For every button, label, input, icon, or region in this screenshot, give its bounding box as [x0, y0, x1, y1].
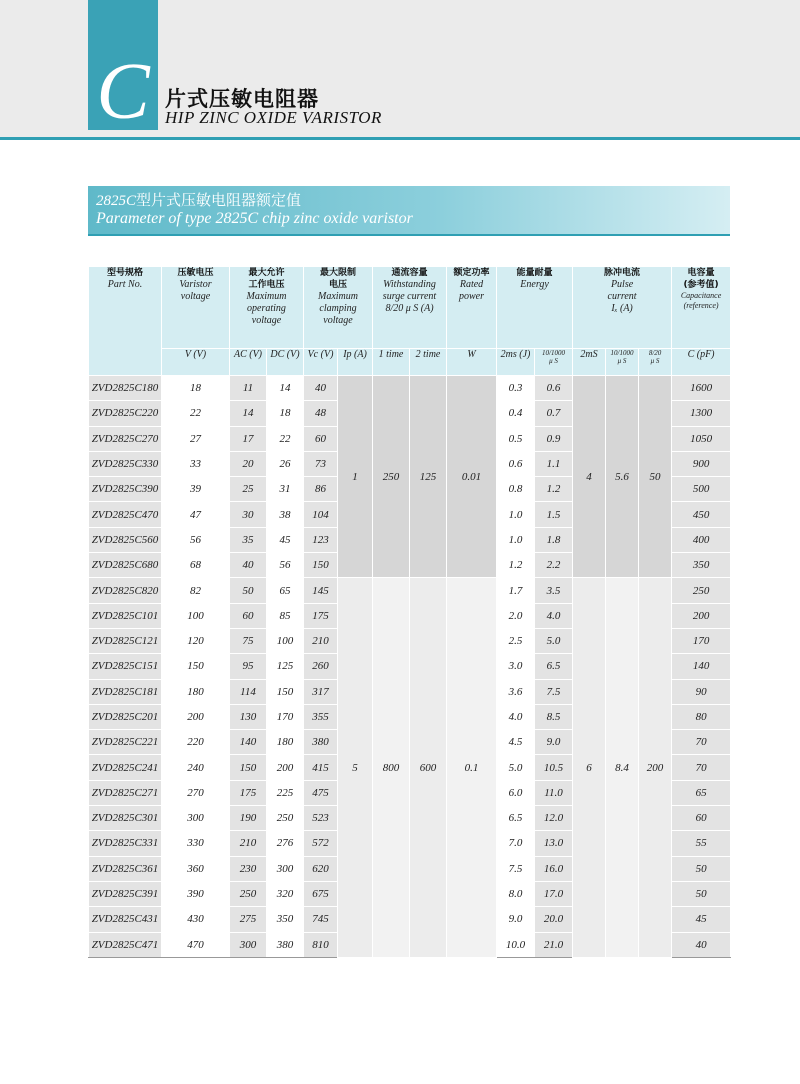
col-header-part-cn: 型号规格 — [106, 268, 143, 278]
col-header-power-cn: 额定功率 — [453, 268, 490, 278]
unit-energy-2ms: 2ms (J) — [497, 349, 535, 376]
cell-clamp-voltage: 86 — [304, 477, 338, 502]
cell-capacitance: 55 — [672, 831, 731, 856]
cell-pulse-10-1000: 5.6 — [606, 376, 639, 578]
cell-varistor-voltage: 39 — [162, 477, 230, 502]
col-header-varistor-en: Varistor voltage — [179, 279, 212, 302]
section-title-model: 2825C — [96, 193, 137, 209]
cell-dc-voltage: 56 — [267, 553, 304, 578]
cell-varistor-voltage: 360 — [162, 856, 230, 881]
cell-clamp-voltage: 317 — [304, 679, 338, 704]
cell-energy-2ms: 4.0 — [497, 704, 535, 729]
table-row — [89, 578, 731, 603]
col-header-clamp-en: Maximum clamping voltage — [318, 291, 358, 326]
cell-part-no: ZVD2825C301 — [89, 806, 162, 831]
cell-ac-voltage: 40 — [230, 553, 267, 578]
cell-part-no: ZVD2825C121 — [89, 628, 162, 653]
cell-clamp-voltage: 675 — [304, 881, 338, 906]
cell-energy-2ms: 6.0 — [497, 780, 535, 805]
cell-energy-2ms: 9.0 — [497, 907, 535, 932]
cell-clamp-voltage: 60 — [304, 426, 338, 451]
col-header-clamp-cn: 最大限制 电压 — [319, 268, 356, 290]
cell-part-no: ZVD2825C471 — [89, 932, 162, 957]
cell-energy-2ms: 3.6 — [497, 679, 535, 704]
cell-energy-2ms: 10.0 — [497, 932, 535, 957]
cell-dc-voltage: 300 — [267, 856, 304, 881]
cell-part-no: ZVD2825C820 — [89, 578, 162, 603]
cell-energy-10-1000: 3.5 — [535, 578, 573, 603]
cell-part-no: ZVD2825C431 — [89, 907, 162, 932]
cell-dc-voltage: 100 — [267, 628, 304, 653]
cell-dc-voltage: 350 — [267, 907, 304, 932]
cell-energy-10-1000: 20.0 — [535, 907, 573, 932]
cell-energy-2ms: 1.0 — [497, 527, 535, 552]
cell-energy-2ms: 0.3 — [497, 376, 535, 401]
cell-varistor-voltage: 100 — [162, 603, 230, 628]
cell-energy-2ms: 2.0 — [497, 603, 535, 628]
cell-energy-2ms: 7.0 — [497, 831, 535, 856]
cell-clamp-voltage: 620 — [304, 856, 338, 881]
cell-clamp-voltage: 475 — [304, 780, 338, 805]
cell-dc-voltage: 65 — [267, 578, 304, 603]
cell-clamp-voltage: 210 — [304, 628, 338, 653]
cell-energy-10-1000: 1.1 — [535, 451, 573, 476]
cell-clamp-voltage: 380 — [304, 730, 338, 755]
cell-clamp-voltage: 355 — [304, 704, 338, 729]
cell-capacitance: 80 — [672, 704, 731, 729]
cell-energy-10-1000: 12.0 — [535, 806, 573, 831]
cell-varistor-voltage: 330 — [162, 831, 230, 856]
cell-capacitance: 90 — [672, 679, 731, 704]
cell-energy-2ms: 6.5 — [497, 806, 535, 831]
cell-clamp-voltage: 260 — [304, 654, 338, 679]
cell-capacitance: 45 — [672, 907, 731, 932]
cell-part-no: ZVD2825C180 — [89, 376, 162, 401]
cell-energy-2ms: 1.2 — [497, 553, 535, 578]
cell-dc-voltage: 380 — [267, 932, 304, 957]
unit-pulse-2ms: 2mS — [573, 349, 606, 376]
cell-energy-2ms: 5.0 — [497, 755, 535, 780]
cell-ac-voltage: 35 — [230, 527, 267, 552]
section-title-cn — [96, 189, 301, 210]
cell-rated-power: 0.01 — [447, 376, 497, 578]
cell-dc-voltage: 22 — [267, 426, 304, 451]
col-header-power — [447, 267, 497, 349]
col-header-part-en: Part No. — [107, 279, 143, 290]
cell-clamp-voltage: 48 — [304, 401, 338, 426]
unit-vc: Vc (V) — [304, 349, 338, 376]
cell-part-no: ZVD2825C391 — [89, 881, 162, 906]
cell-capacitance: 250 — [672, 578, 731, 603]
cell-energy-10-1000: 13.0 — [535, 831, 573, 856]
cell-clamp-current: 5 — [338, 578, 373, 957]
cell-varistor-voltage: 470 — [162, 932, 230, 957]
cell-part-no: ZVD2825C470 — [89, 502, 162, 527]
unit-pulse-10-1000-bottom: μ S — [617, 357, 627, 365]
col-header-maxop-cn: 最大允许 工作电压 — [248, 268, 285, 290]
cell-capacitance: 450 — [672, 502, 731, 527]
col-header-varistor — [162, 267, 230, 349]
cell-pulse-8-20: 200 — [639, 578, 672, 957]
cell-clamp-voltage: 150 — [304, 553, 338, 578]
cell-energy-10-1000: 11.0 — [535, 780, 573, 805]
page-title-en: HIP ZINC OXIDE VARISTOR — [165, 108, 382, 127]
cell-capacitance: 50 — [672, 881, 731, 906]
cell-ac-voltage: 114 — [230, 679, 267, 704]
cell-ac-voltage: 140 — [230, 730, 267, 755]
cell-ac-voltage: 11 — [230, 376, 267, 401]
cell-part-no: ZVD2825C331 — [89, 831, 162, 856]
cell-dc-voltage: 18 — [267, 401, 304, 426]
cell-dc-voltage: 150 — [267, 679, 304, 704]
unit-pulse-8-20-bottom: μ S — [650, 357, 660, 365]
cell-surge-2-time: 600 — [410, 578, 447, 957]
cell-ac-voltage: 210 — [230, 831, 267, 856]
chapter-block — [88, 0, 158, 136]
cell-energy-2ms: 0.6 — [497, 451, 535, 476]
cell-part-no: ZVD2825C330 — [89, 451, 162, 476]
unit-ip: Ip (A) — [338, 349, 373, 376]
cell-energy-10-1000: 0.9 — [535, 426, 573, 451]
unit-energy-10-1000-bottom: μ S — [549, 357, 558, 365]
unit-ac: AC (V) — [230, 349, 267, 376]
cell-ac-voltage: 30 — [230, 502, 267, 527]
col-header-pulse-cn: 脉冲电流 — [604, 268, 641, 278]
cell-capacitance: 900 — [672, 451, 731, 476]
cell-clamp-voltage: 73 — [304, 451, 338, 476]
cell-pulse-10-1000: 8.4 — [606, 578, 639, 957]
cell-capacitance: 200 — [672, 603, 731, 628]
col-header-surge — [373, 267, 447, 349]
cell-energy-2ms: 0.8 — [497, 477, 535, 502]
cell-varistor-voltage: 22 — [162, 401, 230, 426]
cell-ac-voltage: 14 — [230, 401, 267, 426]
cell-energy-10-1000: 1.2 — [535, 477, 573, 502]
cell-pulse-2ms: 4 — [573, 376, 606, 578]
cell-clamp-voltage: 572 — [304, 831, 338, 856]
cell-varistor-voltage: 240 — [162, 755, 230, 780]
cell-varistor-voltage: 56 — [162, 527, 230, 552]
cell-energy-2ms: 1.0 — [497, 502, 535, 527]
unit-pulse-8-20-top: 8/20 — [648, 349, 662, 357]
cell-clamp-voltage: 104 — [304, 502, 338, 527]
cell-dc-voltage: 200 — [267, 755, 304, 780]
col-header-energy — [497, 267, 573, 349]
col-header-maxop — [230, 267, 304, 349]
cell-part-no: ZVD2825C271 — [89, 780, 162, 805]
unit-capacitance: C (pF) — [672, 349, 731, 376]
cell-varistor-voltage: 33 — [162, 451, 230, 476]
cell-energy-2ms: 0.5 — [497, 426, 535, 451]
cell-part-no: ZVD2825C560 — [89, 527, 162, 552]
cell-energy-10-1000: 5.0 — [535, 628, 573, 653]
cell-clamp-voltage: 123 — [304, 527, 338, 552]
cell-varistor-voltage: 430 — [162, 907, 230, 932]
cell-varistor-voltage: 390 — [162, 881, 230, 906]
cell-clamp-voltage: 523 — [304, 806, 338, 831]
cell-ac-voltage: 20 — [230, 451, 267, 476]
cell-clamp-current: 1 — [338, 376, 373, 578]
cell-ac-voltage: 300 — [230, 932, 267, 957]
col-header-pulse-en: Pulse current Iₓ (A) — [607, 279, 637, 314]
unit-pulse-10-1000-top: 10/1000 — [610, 349, 634, 357]
cell-part-no: ZVD2825C221 — [89, 730, 162, 755]
cell-ac-voltage: 150 — [230, 755, 267, 780]
unit-dc: DC (V) — [267, 349, 304, 376]
cell-energy-2ms: 1.7 — [497, 578, 535, 603]
header-divider — [0, 137, 800, 140]
cell-varistor-voltage: 200 — [162, 704, 230, 729]
col-header-energy-cn: 能量耐量 — [516, 268, 553, 278]
col-header-capacitance-cn: 电容量 (参考值) — [683, 268, 719, 290]
cell-energy-10-1000: 10.5 — [535, 755, 573, 780]
cell-ac-voltage: 275 — [230, 907, 267, 932]
col-header-surge-cn: 通流容量 — [391, 268, 428, 278]
cell-capacitance: 60 — [672, 806, 731, 831]
cell-clamp-voltage: 145 — [304, 578, 338, 603]
cell-varistor-voltage: 18 — [162, 376, 230, 401]
cell-part-no: ZVD2825C680 — [89, 553, 162, 578]
cell-varistor-voltage: 47 — [162, 502, 230, 527]
cell-dc-voltage: 14 — [267, 376, 304, 401]
cell-capacitance: 170 — [672, 628, 731, 653]
cell-dc-voltage: 26 — [267, 451, 304, 476]
col-header-varistor-cn: 压敏电压 — [177, 268, 214, 278]
cell-rated-power: 0.1 — [447, 578, 497, 957]
cell-energy-10-1000: 0.7 — [535, 401, 573, 426]
cell-energy-2ms: 4.5 — [497, 730, 535, 755]
cell-varistor-voltage: 180 — [162, 679, 230, 704]
table-unit-row — [89, 349, 731, 376]
table-row — [89, 376, 731, 401]
cell-energy-10-1000: 8.5 — [535, 704, 573, 729]
cell-varistor-voltage: 82 — [162, 578, 230, 603]
cell-energy-10-1000: 4.0 — [535, 603, 573, 628]
cell-capacitance: 70 — [672, 755, 731, 780]
unit-energy-10-1000-top: 10/1000 — [542, 349, 565, 357]
cell-dc-voltage: 85 — [267, 603, 304, 628]
cell-part-no: ZVD2825C390 — [89, 477, 162, 502]
col-header-part — [89, 267, 162, 376]
col-header-surge-en: Withstanding surge current 8/20 μ S (A) — [382, 279, 437, 314]
cell-pulse-8-20: 50 — [639, 376, 672, 578]
cell-clamp-voltage: 175 — [304, 603, 338, 628]
section-title-cn-text: 型片式压敏电阻器额定值 — [136, 191, 302, 209]
cell-varistor-voltage: 150 — [162, 654, 230, 679]
cell-varistor-voltage: 68 — [162, 553, 230, 578]
cell-energy-10-1000: 17.0 — [535, 881, 573, 906]
cell-ac-voltage: 190 — [230, 806, 267, 831]
cell-dc-voltage: 38 — [267, 502, 304, 527]
col-header-power-en: Rated power — [459, 279, 485, 302]
unit-w: W — [447, 349, 497, 376]
cell-pulse-2ms: 6 — [573, 578, 606, 957]
cell-ac-voltage: 230 — [230, 856, 267, 881]
cell-capacitance: 1600 — [672, 376, 731, 401]
cell-ac-voltage: 75 — [230, 628, 267, 653]
cell-ac-voltage: 130 — [230, 704, 267, 729]
unit-pulse-10-1000 — [606, 349, 639, 376]
cell-capacitance: 350 — [672, 553, 731, 578]
unit-2time: 2 time — [410, 349, 447, 376]
cell-capacitance: 1050 — [672, 426, 731, 451]
cell-energy-10-1000: 16.0 — [535, 856, 573, 881]
cell-varistor-voltage: 300 — [162, 806, 230, 831]
cell-surge-1-time: 250 — [373, 376, 410, 578]
cell-dc-voltage: 225 — [267, 780, 304, 805]
cell-dc-voltage: 170 — [267, 704, 304, 729]
section-banner — [88, 186, 730, 236]
col-header-energy-en: Energy — [520, 279, 549, 290]
cell-capacitance: 1300 — [672, 401, 731, 426]
cell-capacitance: 50 — [672, 856, 731, 881]
col-header-maxop-en: Maximum operating voltage — [246, 291, 287, 326]
cell-capacitance: 70 — [672, 730, 731, 755]
cell-ac-voltage: 175 — [230, 780, 267, 805]
cell-capacitance: 500 — [672, 477, 731, 502]
unit-pulse-8-20 — [639, 349, 672, 376]
cell-energy-10-1000: 7.5 — [535, 679, 573, 704]
cell-dc-voltage: 45 — [267, 527, 304, 552]
cell-capacitance: 40 — [672, 932, 731, 957]
cell-capacitance: 140 — [672, 654, 731, 679]
cell-ac-voltage: 50 — [230, 578, 267, 603]
unit-1time: 1 time — [373, 349, 410, 376]
cell-part-no: ZVD2825C201 — [89, 704, 162, 729]
table-header-row — [89, 267, 731, 349]
cell-ac-voltage: 95 — [230, 654, 267, 679]
cell-part-no: ZVD2825C241 — [89, 755, 162, 780]
page-title-cn: 片式压敏电阻器 — [165, 87, 319, 111]
section-title-en: Parameter of type 2825C chip zinc oxide varistor — [96, 210, 413, 227]
cell-ac-voltage: 60 — [230, 603, 267, 628]
cell-dc-voltage: 250 — [267, 806, 304, 831]
cell-clamp-voltage: 745 — [304, 907, 338, 932]
cell-energy-10-1000: 6.5 — [535, 654, 573, 679]
cell-dc-voltage: 180 — [267, 730, 304, 755]
cell-part-no: ZVD2825C270 — [89, 426, 162, 451]
parameter-table — [88, 266, 731, 958]
cell-surge-1-time: 800 — [373, 578, 410, 957]
cell-energy-10-1000: 1.5 — [535, 502, 573, 527]
cell-part-no: ZVD2825C101 — [89, 603, 162, 628]
cell-part-no: ZVD2825C151 — [89, 654, 162, 679]
cell-clamp-voltage: 40 — [304, 376, 338, 401]
cell-capacitance: 65 — [672, 780, 731, 805]
cell-energy-2ms: 2.5 — [497, 628, 535, 653]
cell-varistor-voltage: 120 — [162, 628, 230, 653]
cell-part-no: ZVD2825C220 — [89, 401, 162, 426]
cell-dc-voltage: 320 — [267, 881, 304, 906]
table-body — [89, 376, 731, 958]
chapter-letter: C — [96, 48, 150, 136]
cell-ac-voltage: 250 — [230, 881, 267, 906]
cell-energy-2ms: 3.0 — [497, 654, 535, 679]
cell-varistor-voltage: 270 — [162, 780, 230, 805]
cell-clamp-voltage: 415 — [304, 755, 338, 780]
cell-energy-10-1000: 1.8 — [535, 527, 573, 552]
cell-dc-voltage: 125 — [267, 654, 304, 679]
cell-dc-voltage: 31 — [267, 477, 304, 502]
cell-clamp-voltage: 810 — [304, 932, 338, 957]
cell-energy-2ms: 8.0 — [497, 881, 535, 906]
col-header-clamp — [304, 267, 373, 349]
cell-energy-10-1000: 2.2 — [535, 553, 573, 578]
cell-varistor-voltage: 220 — [162, 730, 230, 755]
cell-energy-2ms: 7.5 — [497, 856, 535, 881]
cell-energy-10-1000: 0.6 — [535, 376, 573, 401]
cell-capacitance: 400 — [672, 527, 731, 552]
unit-energy-10-1000 — [535, 349, 573, 376]
col-header-capacitance — [672, 267, 731, 349]
cell-surge-2-time: 125 — [410, 376, 447, 578]
cell-part-no: ZVD2825C361 — [89, 856, 162, 881]
cell-ac-voltage: 17 — [230, 426, 267, 451]
cell-energy-10-1000: 9.0 — [535, 730, 573, 755]
cell-varistor-voltage: 27 — [162, 426, 230, 451]
cell-energy-10-1000: 21.0 — [535, 932, 573, 957]
cell-energy-2ms: 0.4 — [497, 401, 535, 426]
cell-part-no: ZVD2825C181 — [89, 679, 162, 704]
col-header-pulse — [573, 267, 672, 349]
cell-ac-voltage: 25 — [230, 477, 267, 502]
cell-dc-voltage: 276 — [267, 831, 304, 856]
col-header-capacitance-en: Capacitance (reference) — [680, 291, 722, 310]
unit-v: V (V) — [162, 349, 230, 376]
